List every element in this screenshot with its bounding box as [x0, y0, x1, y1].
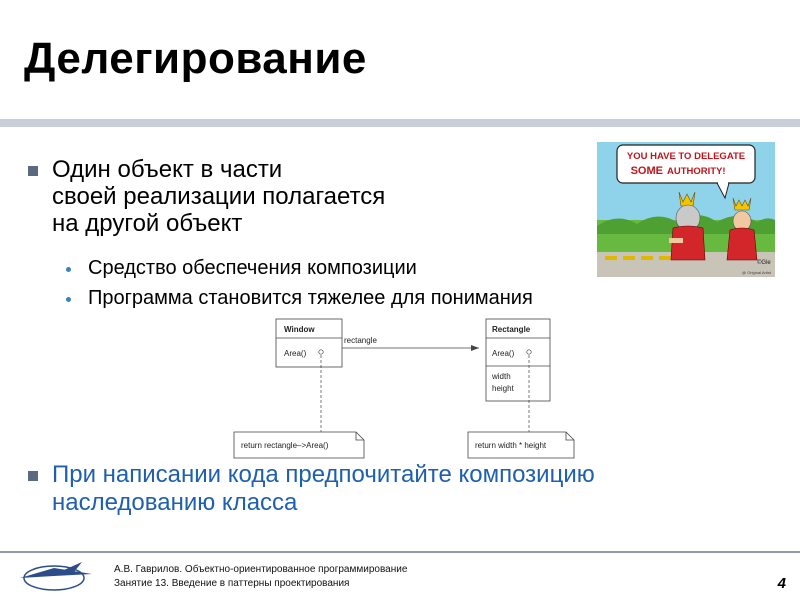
- footer-line-2: Занятие 13. Введение в паттерны проектирования: [114, 578, 350, 589]
- footer-divider: [0, 551, 800, 553]
- bullet-1-line-2: своей реализации полагается: [52, 183, 386, 210]
- uml-delegation-diagram: [232, 318, 582, 468]
- uml-note-left-text: return rectangle–>Area(): [241, 441, 329, 450]
- sub-bullet-dot-icon: [66, 267, 71, 272]
- cartoon-speech-line-2: AUTHORITY!: [667, 166, 726, 177]
- bullet-square-icon: [28, 166, 38, 176]
- bullet-1-line-1: Один объект в части: [52, 156, 283, 183]
- cartoon-speech-line-1: YOU HAVE TO DELEGATE: [626, 151, 746, 162]
- uml-rectangle-name: Rectangle: [492, 325, 531, 334]
- cartoon-signature: ©Gle: [757, 260, 771, 266]
- uml-window-name: Window: [284, 325, 315, 334]
- cartoon-speech-some: SOME: [630, 165, 663, 177]
- cartoon-credit: @ Original Artist: [742, 270, 771, 275]
- uml-window-method: Area(): [284, 349, 307, 358]
- slide-title: Делегирование: [24, 34, 367, 83]
- uml-association-label: rectangle: [344, 336, 377, 345]
- uml-attr-width: width: [492, 372, 511, 381]
- bullet-square-icon: [28, 471, 38, 481]
- bullet-2-line-1: При написании кода предпочитайте композицию: [52, 461, 595, 488]
- footer-line-1: А.В. Гаврилов. Объектно-ориентированное программирование: [114, 564, 408, 575]
- uml-note-right-text: return width * height: [475, 441, 547, 450]
- page-number: 4: [777, 575, 786, 592]
- bullet-1-line-3: на другой объект: [52, 210, 243, 237]
- university-logo-icon: [14, 556, 98, 598]
- sub-bullet-dot-icon: [66, 297, 71, 302]
- king-cartoon-image: [597, 142, 775, 277]
- uml-attr-height: height: [492, 384, 514, 393]
- uml-rectangle-method: Area(): [492, 349, 515, 358]
- sub-item-harder: Программа становится тяжелее для понимания: [88, 287, 533, 309]
- sub-item-composition: Средство обеспечения композиции: [88, 257, 417, 279]
- association-arrow-icon: [471, 345, 479, 351]
- bullet-2-line-2: наследованию класса: [52, 489, 298, 516]
- footer-author-course: [114, 563, 407, 591]
- title-divider: [0, 119, 800, 127]
